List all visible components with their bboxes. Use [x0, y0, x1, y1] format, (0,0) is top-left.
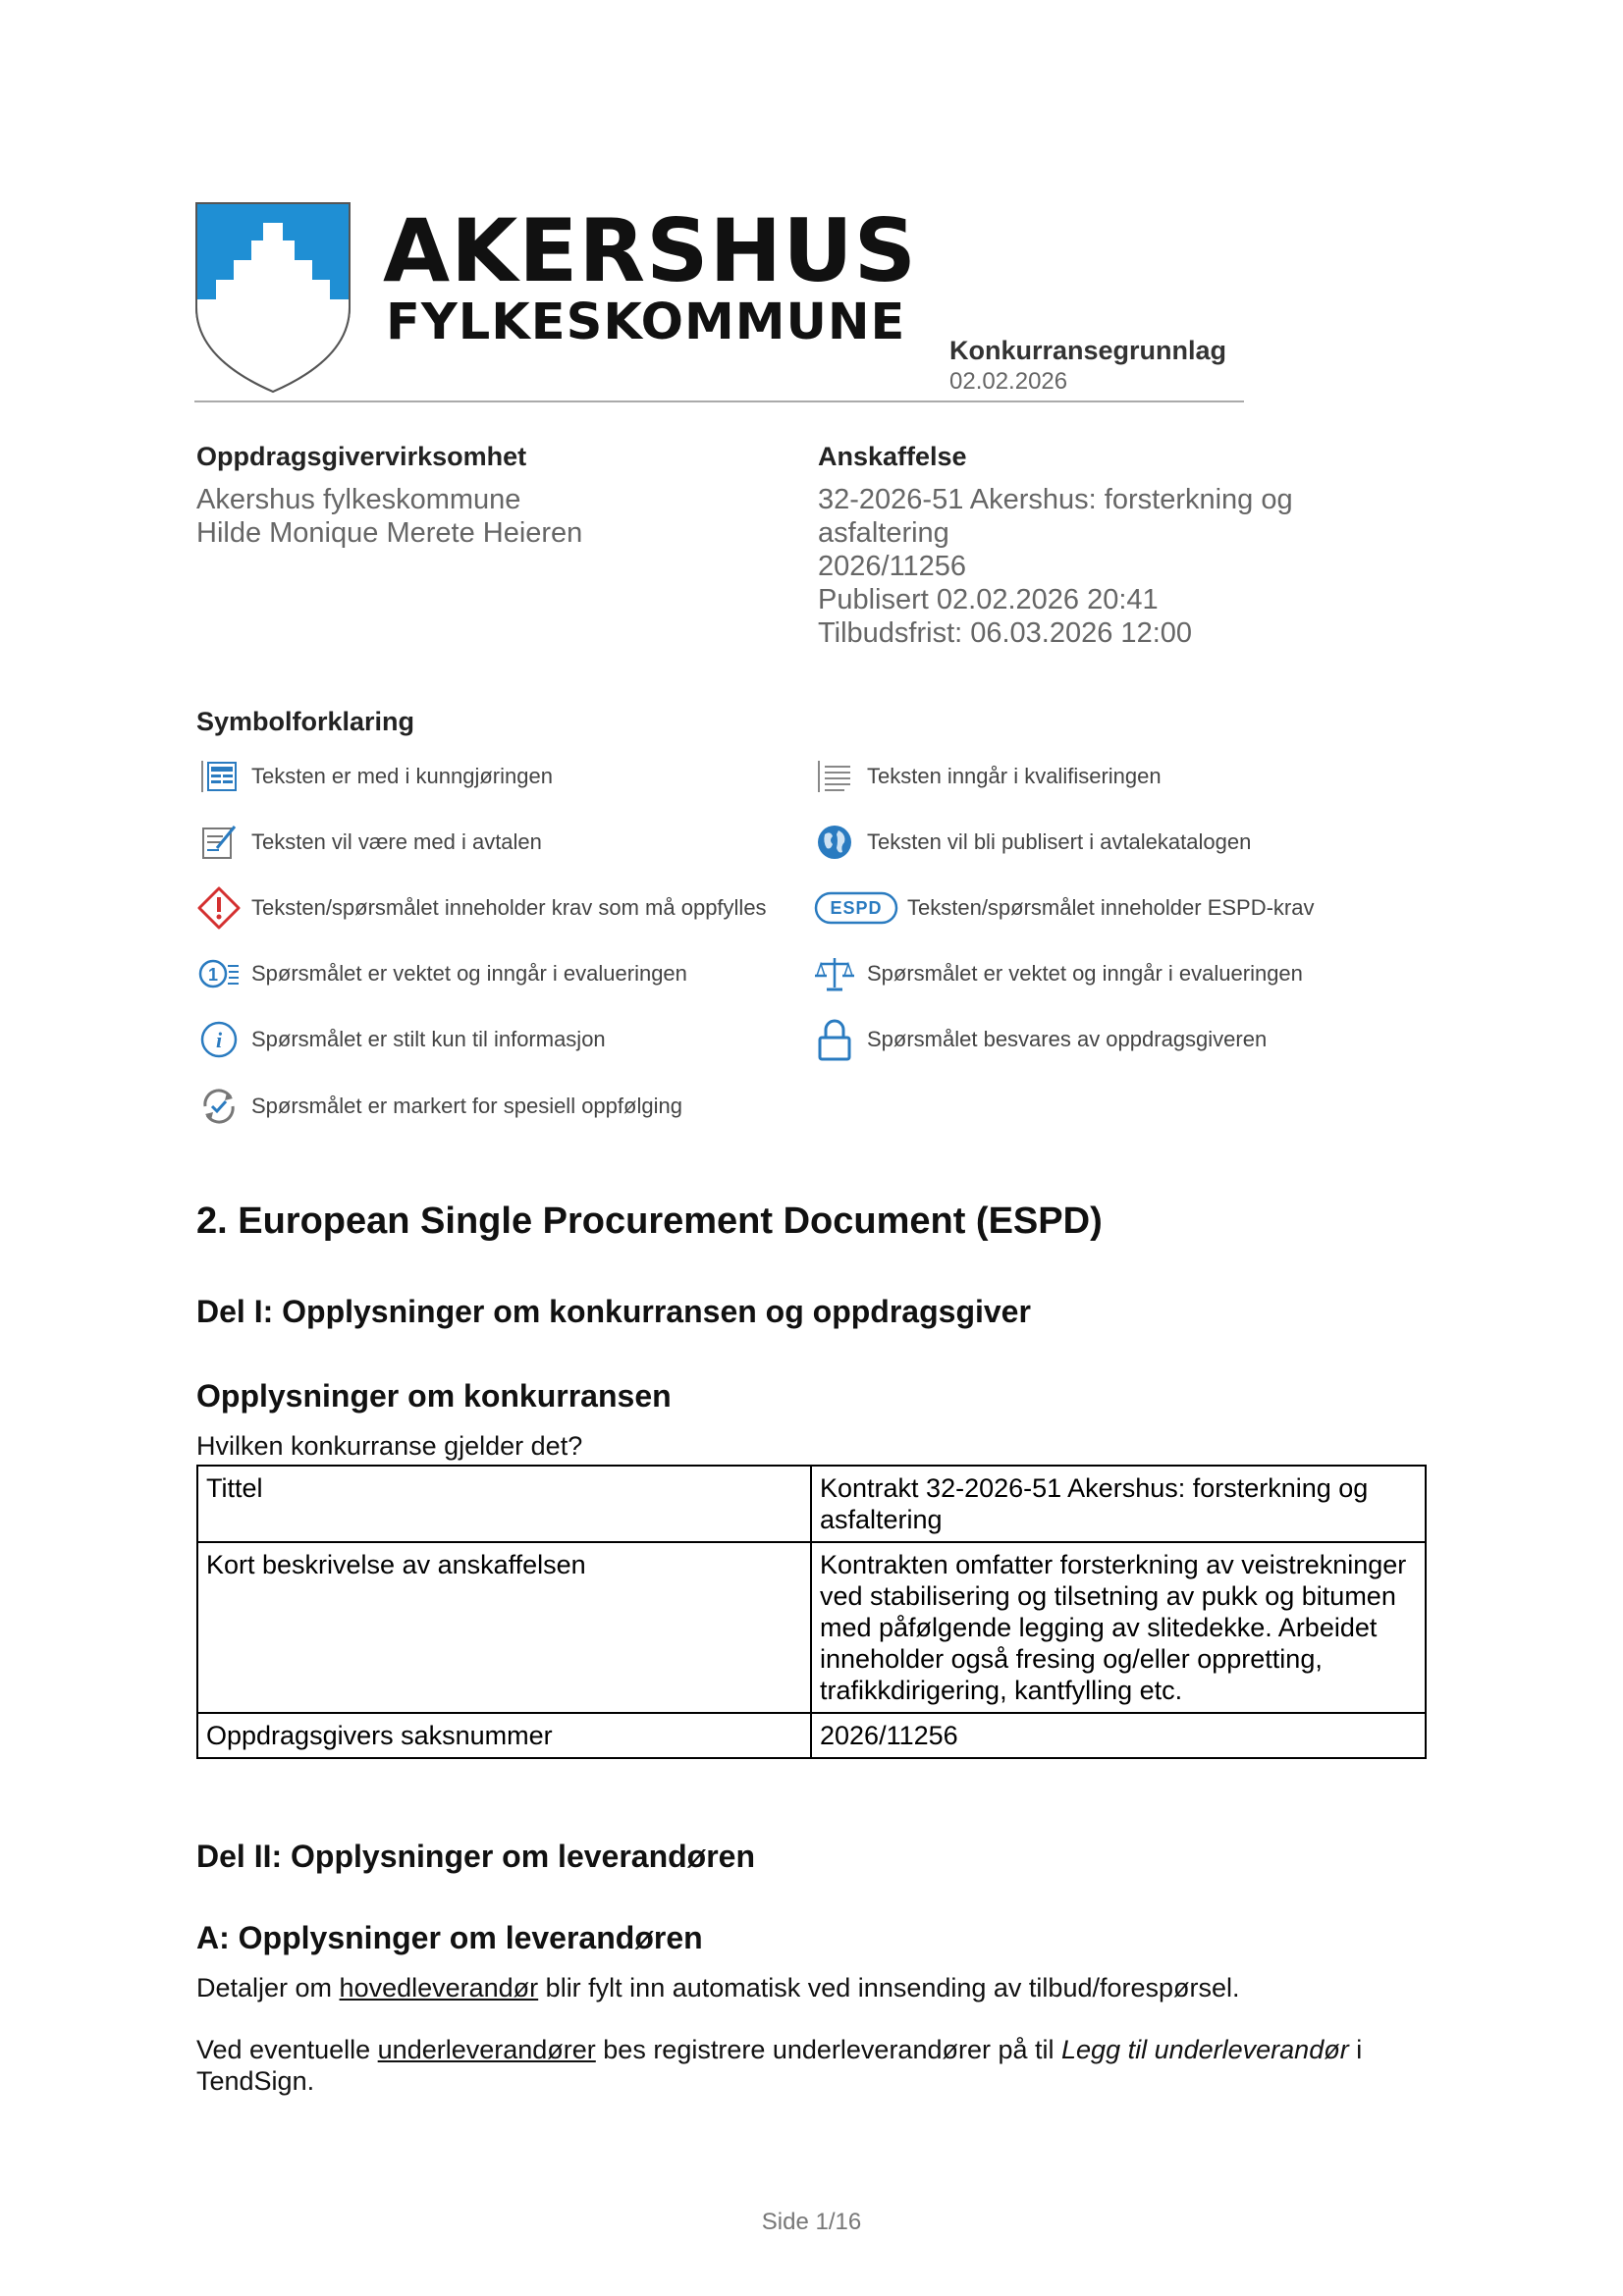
followup-icon — [194, 1082, 243, 1131]
legend-item — [810, 949, 1303, 998]
announcement-icon — [194, 752, 243, 801]
table-key: Tittel — [197, 1466, 811, 1542]
requirement-icon — [194, 883, 243, 933]
procurement-case-number: 2026/11256 — [818, 551, 967, 582]
globe-icon — [810, 818, 859, 867]
legend-heading: Symbolforklaring — [196, 707, 415, 736]
client-heading: Oppdragsgivervirksomhet — [196, 442, 527, 471]
legend-label: Spørsmålet er markert for spesiell oppfølging — [251, 1094, 682, 1118]
table-value: Kontrakt 32-2026-51 Akershus: forsterkning og asfaltering — [811, 1466, 1426, 1542]
table-row — [197, 1542, 1426, 1713]
paragraph-text: Detaljer om — [196, 1973, 340, 2002]
contract-icon — [194, 818, 243, 867]
legend-label: Spørsmålet er vektet og inngår i evalueringen — [251, 961, 687, 986]
legend-label: Spørsmålet er stilt kun til informasjon — [251, 1027, 606, 1051]
paragraph-text: TendSign. — [196, 2066, 315, 2096]
part2-heading: Del II: Opplysninger om leverandøren — [196, 1839, 756, 1874]
question-text: Hvilken konkurranse gjelder det? — [196, 1431, 583, 1461]
table-row — [197, 1713, 1426, 1758]
legend-label: Teksten vil være med i avtalen — [251, 829, 542, 854]
subsection-heading: Opplysninger om konkurransen — [196, 1378, 672, 1414]
table-key: Kort beskrivelse av anskaffelsen — [197, 1542, 811, 1713]
competition-info-table — [196, 1465, 1427, 1759]
legend-label: Teksten/spørsmålet inneholder ESPD-krav — [907, 895, 1315, 920]
legend-item — [194, 752, 553, 801]
subsection-a-heading: A: Opplysninger om leverandøren — [196, 1920, 703, 1955]
legend-label: Spørsmålet er vektet og inngår i evalueringen — [867, 961, 1303, 986]
subcontractors-link[interactable]: underleverandører — [377, 2035, 596, 2064]
qualification-icon — [810, 752, 859, 801]
svg-text:1: 1 — [207, 965, 219, 985]
paragraph-text: blir fylt inn automatisk ved innsending av tilbud/forespørsel. — [538, 1973, 1240, 2002]
legend-label: Teksten vil bli publisert i avtalekatalogen — [867, 829, 1252, 854]
lock-icon — [810, 1015, 859, 1064]
legend-label: Teksten er med i kunngjøringen — [251, 764, 553, 788]
table-value: Kontrakten omfatter forsterkning av veistrekninger ved stabilisering og tilsetning av pukk og bitumen med påfølgende legging av slitedekke. Arbeidet inneholder også fresing og/eller oppretting, trafikkdirigering, kantfylling etc. — [811, 1542, 1426, 1713]
svg-text:i: i — [215, 1028, 223, 1052]
add-subcontractor-reference: Legg til underleverandør — [1061, 2035, 1349, 2064]
table-value: 2026/11256 — [811, 1713, 1426, 1758]
espd-icon — [813, 883, 899, 933]
legend-item — [194, 1082, 682, 1131]
header-divider — [194, 400, 1244, 402]
legend-item — [194, 1015, 606, 1064]
legend-label: Spørsmålet besvares av oppdragsgiveren — [867, 1027, 1268, 1051]
part1-heading: Del I: Opplysninger om konkurransen og oppdragsgiver — [196, 1294, 1031, 1329]
legend-item — [194, 883, 767, 933]
legend-label: Teksten/spørsmålet inneholder krav som må oppfylles — [251, 895, 767, 920]
logo-wordmark-line1: AKERSHUS — [383, 200, 918, 301]
procurement-title-line1: 32-2026-51 Akershus: forsterkning og — [818, 484, 1293, 515]
client-name: Akershus fylkeskommune — [196, 484, 521, 515]
paragraph-text: i — [1348, 2035, 1363, 2064]
section-title: 2. European Single Procurement Document (ESPD) — [196, 1201, 1103, 1242]
scales-icon — [810, 949, 859, 998]
page-number: Side 1/16 — [761, 2209, 862, 2235]
info-icon — [194, 1015, 243, 1064]
weighted-icon — [194, 949, 243, 998]
table-row — [197, 1466, 1426, 1542]
document-type: Konkurransegrunnlag — [949, 336, 1227, 365]
procurement-heading: Anskaffelse — [818, 442, 967, 471]
procurement-deadline: Tilbudsfrist: 06.03.2026 12:00 — [818, 617, 1193, 649]
legend-item — [810, 818, 1251, 867]
paragraph-main-supplier — [196, 1973, 1240, 2003]
procurement-published: Publisert 02.02.2026 20:41 — [818, 584, 1159, 615]
client-contact: Hilde Monique Merete Heieren — [196, 517, 583, 549]
procurement-title-line2: asfaltering — [818, 517, 949, 549]
legend-item — [813, 883, 1315, 933]
coat-of-arms-logo — [194, 201, 352, 394]
logo-wordmark-line2: FYLKESKOMMUNE — [386, 294, 906, 351]
legend-item — [810, 1015, 1267, 1064]
paragraph-text: Ved eventuelle — [196, 2035, 378, 2064]
legend-item — [194, 818, 542, 867]
legend-item — [810, 752, 1162, 801]
paragraph-text: bes registrere underleverandører på til — [595, 2035, 1062, 2064]
main-supplier-link[interactable]: hovedleverandør — [339, 1973, 539, 2002]
table-key: Oppdragsgivers saksnummer — [197, 1713, 811, 1758]
document-date: 02.02.2026 — [949, 368, 1068, 395]
paragraph-subcontractors — [196, 2034, 1434, 2097]
legend-label: Teksten inngår i kvalifiseringen — [867, 764, 1162, 788]
espd-badge-text: ESPD — [830, 897, 883, 918]
legend-item — [194, 949, 687, 998]
